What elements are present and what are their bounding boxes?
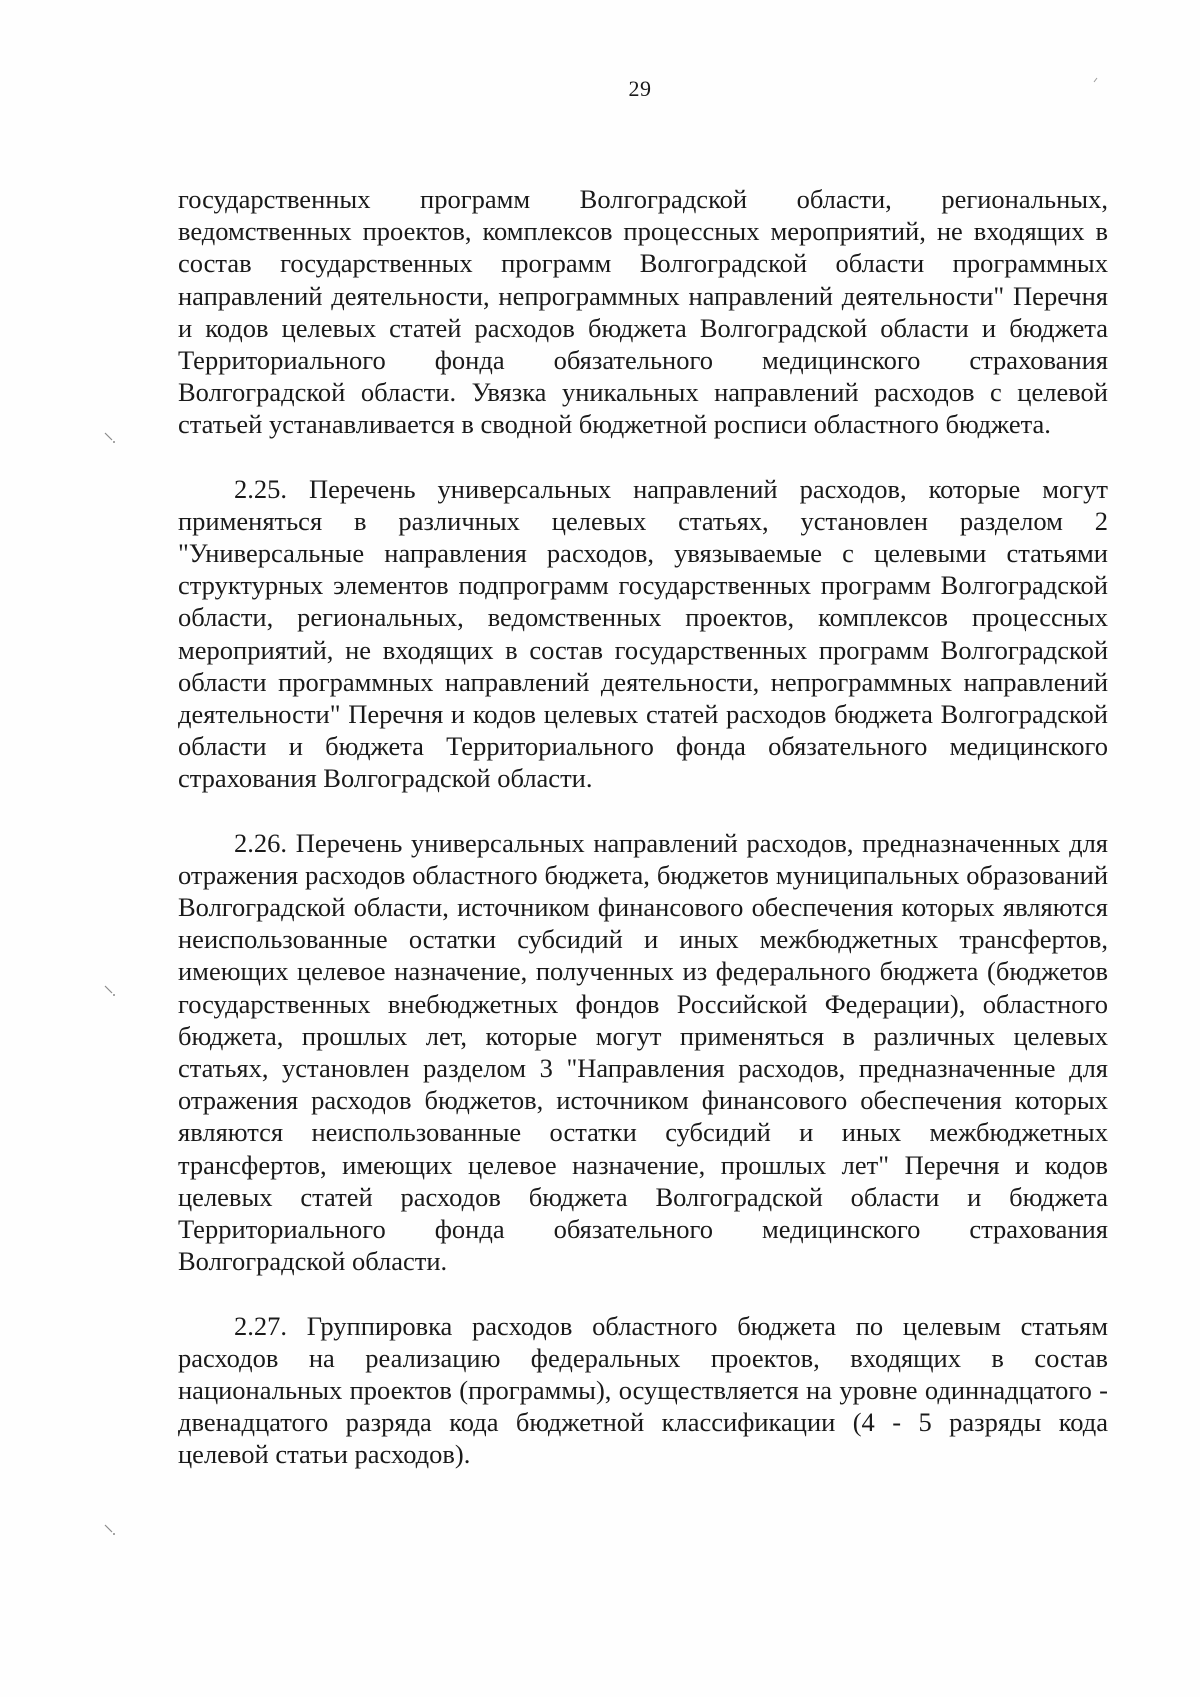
paragraph-2-25: 2.25. Перечень универсальных направлений расходов, которые могут применяться в различных целевых статьях, установлен разделом 2 "Универсальные направления расходов, увязываемые с целевыми статьями структурных элементов подпрограмм государственных программ Волгоградской области, региональных, ведомственных проектов, комплексов процессных мероприятий, не входящих в состав государственных программ Волгоградской области программных направлений деятельности, непрограммных направлений деятельности" Перечня и кодов целевых статей расходов бюджета Волгоградской области и бюджета Территориального фонда обязательного медицинского страхования Волгоградской области. xyxy=(178,473,1108,794)
scan-tick-mark xyxy=(104,985,116,997)
scan-speck xyxy=(1093,70,1099,76)
paragraph-2-26: 2.26. Перечень универсальных направлений расходов, предназначенных для отражения расходов областного бюджета, бюджетов муниципальных образований Волгоградской области, источником финансового обеспечения которых являются неиспользованные остатки субсидий и иных межбюджетных трансфертов, имеющих целевое назначение, полученных из федерального бюджета (бюджетов государственных внебюджетных фондов Российской Федерации), областного бюджета, прошлых лет, которые могут применяться в различных целевых статьях, установлен разделом 3 "Направления расходов, предназначенные для отражения расходов бюджетов, источником финансового обеспечения которых являются неиспользованные остатки субсидий и иных межбюджетных трансфертов, имеющих целевое назначение, прошлых лет" Перечня и кодов целевых статей расходов бюджета Волгоградской области и бюджета Территориального фонда обязательного медицинского страхования Волгоградской области. xyxy=(178,827,1108,1277)
paragraph-2-27: 2.27. Группировка расходов областного бюджета по целевым статьям расходов на реализацию федеральных проектов, входящих в состав национальных проектов (программы), осуществляется на уровне одиннадцатого - двенадцатого разряда кода бюджетной классификации (4 - 5 разряды кода целевой статьи расходов). xyxy=(178,1310,1108,1470)
body-text xyxy=(178,183,1108,1471)
paragraph-continuation: государственных программ Волгоградской области, региональных, ведомственных проектов, комплексов процессных мероприятий, не входящих в состав государственных программ Волгоградской области программных направлений деятельности, непрограммных направлений деятельности" Перечня и кодов целевых статей расходов бюджета Волгоградской области и бюджета Территориального фонда обязательного медицинского страхования Волгоградской области. Увязка уникальных направлений расходов с целевой статьей устанавливается в сводной бюджетной росписи областного бюджета. xyxy=(178,184,1108,440)
scan-tick-mark xyxy=(104,432,116,444)
page-number: 29 xyxy=(628,76,652,101)
scan-tick-mark xyxy=(104,1524,116,1536)
